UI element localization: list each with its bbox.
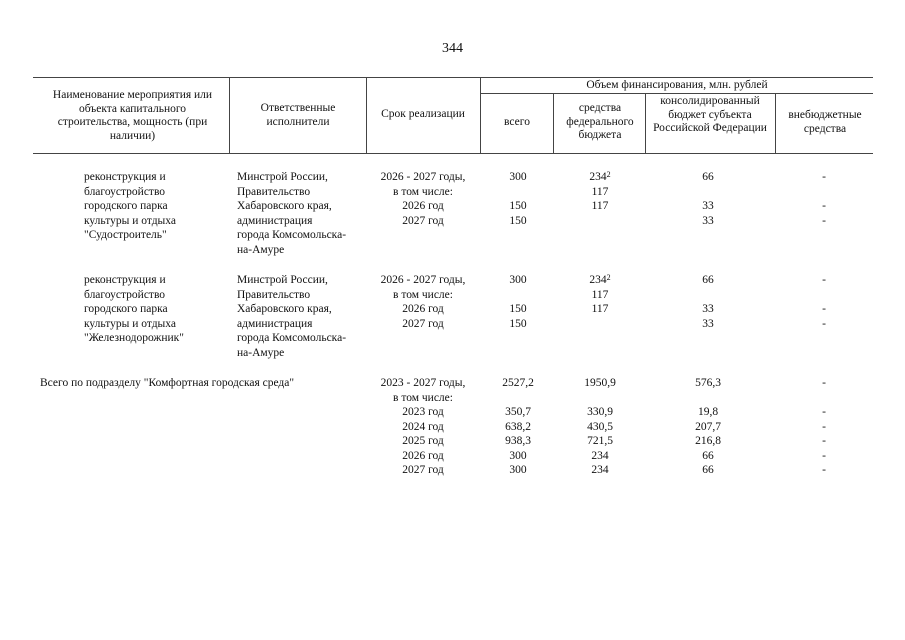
row-period: 2026 - 2027 годы, в том числе: 2026 год 2027 год <box>380 274 466 330</box>
page-number: 344 <box>442 41 463 56</box>
col-divider-3 <box>480 77 481 154</box>
header-bottom-rule <box>33 153 873 154</box>
summary-consolidated: 576,3 19,8 207,7 216,8 66 66 <box>695 377 721 476</box>
summary-name: Всего по подразделу "Комфортная городская среда" <box>40 377 295 389</box>
funding-subheader-rule <box>480 93 873 94</box>
row-name: реконструкция и благоустройство городского парка культуры и отдыха "Железнодорожник" <box>84 274 184 344</box>
col-divider-6 <box>775 93 776 154</box>
row-offbudget: - - - <box>822 274 826 330</box>
col-divider-4 <box>553 93 554 154</box>
row-responsible: Минстрой России, Правительство Хабаровского края, администрация города Комсомольска- на-Амуре <box>237 171 347 256</box>
summary-total: 2527,2 350,7 638,2 938,3 300 300 <box>502 377 534 476</box>
table-top-rule <box>33 77 873 78</box>
row-federal-value: 234 <box>589 274 607 286</box>
row-period: 2026 - 2027 годы, в том числе: 2026 год 2027 год <box>380 171 466 227</box>
header-period: Срок реализации <box>381 108 465 120</box>
col-divider-5 <box>645 93 646 154</box>
summary-period: 2023 - 2027 годы, в том числе: 2023 год 2024 год 2025 год 2026 год 2027 год <box>380 377 466 476</box>
header-funding: Объем финансирования, млн. рублей <box>586 79 768 91</box>
row-federal <box>560 170 640 214</box>
footnote-marker: 2 <box>606 170 611 179</box>
row-consolidated: 66 33 33 <box>702 171 714 227</box>
header-offbudget: внебюджетные средства <box>788 109 862 135</box>
row-federal-years: 117 117 <box>591 185 609 212</box>
row-consolidated: 66 33 33 <box>702 274 714 330</box>
col-divider-2 <box>366 77 367 154</box>
footnote-marker: 2 <box>606 273 611 282</box>
col-divider-1 <box>229 77 230 154</box>
header-total: всего <box>504 116 530 128</box>
header-responsible: Ответственные исполнители <box>260 102 336 128</box>
summary-offbudget: - - - - - - <box>822 377 826 476</box>
row-federal <box>560 273 640 317</box>
header-consolidated: консолидированный бюджет субъекта Российской Федерации <box>653 95 767 134</box>
row-total: 300 150 150 <box>509 171 527 227</box>
summary-federal: 1950,9 330,9 430,5 721,5 234 234 <box>584 377 616 476</box>
row-federal-value: 234 <box>589 171 607 183</box>
row-name: реконструкция и благоустройство городского парка культуры и отдыха "Судостроитель" <box>84 171 176 241</box>
row-offbudget: - - - <box>822 171 826 227</box>
header-federal: средства федерального бюджета <box>566 102 634 141</box>
row-federal-years: 117 117 <box>591 288 609 315</box>
header-name: Наименование мероприятия или объекта капитального строительства, мощность (при наличии) <box>52 89 213 142</box>
row-total: 300 150 150 <box>509 274 527 330</box>
row-responsible: Минстрой России, Правительство Хабаровского края, администрация города Комсомольска- на-Амуре <box>237 274 347 359</box>
